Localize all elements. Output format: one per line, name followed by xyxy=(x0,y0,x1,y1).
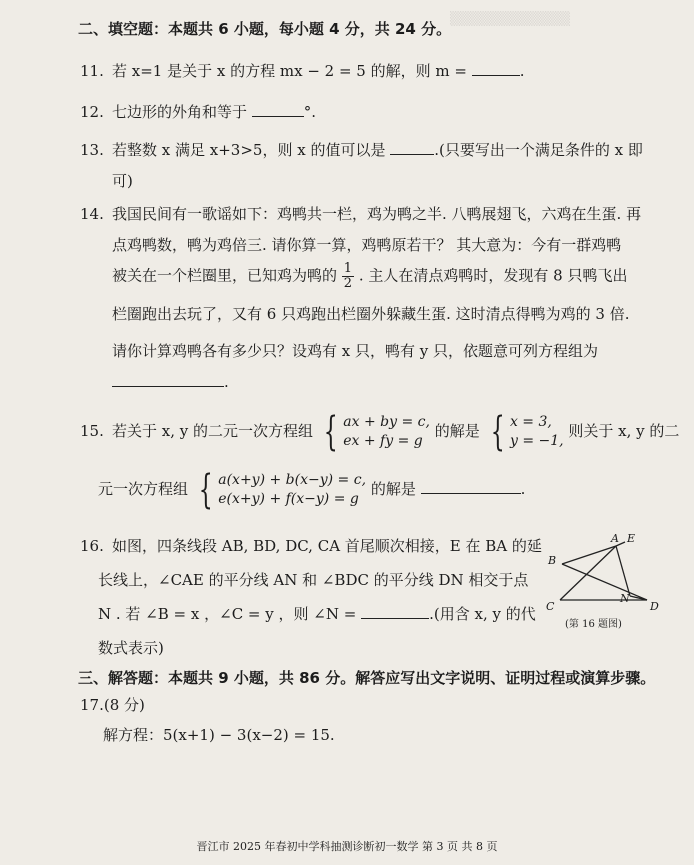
q17-task: 解方程：5(x+1) − 3(x−2) = 15. xyxy=(103,726,335,744)
question-14-line-3 xyxy=(112,262,627,291)
equation-system-1 xyxy=(318,409,430,455)
fraction-denominator: 2 xyxy=(343,276,353,291)
sys2-eq1: x = 3, xyxy=(509,414,552,430)
point-label-C: C xyxy=(546,600,555,613)
q15-answer-blank[interactable] xyxy=(421,479,521,494)
q17-score: (8 分) xyxy=(103,696,145,714)
one-half-fraction xyxy=(342,262,354,291)
q14-answer-blank[interactable] xyxy=(112,372,224,387)
solution-system xyxy=(485,409,564,455)
q16-text-2: 长线上，∠CAE 的平分线 AN 和 ∠BDC 的平分线 DN 相交于点 xyxy=(98,571,529,589)
q13-tail: .(只要写出一个满足条件的 x 即 xyxy=(434,141,643,159)
q16-text-3b: .(用含 x, y 的代 xyxy=(429,605,536,623)
left-brace-icon: { xyxy=(198,467,213,513)
q16-number: 16. xyxy=(80,537,104,555)
section-2-header: 二、填空题：本题共 6 小题，每小题 4 分，共 24 分。 xyxy=(78,20,452,38)
question-17-header xyxy=(80,694,145,715)
q13-tail-2: 可) xyxy=(112,172,133,190)
point-label-N: N xyxy=(620,592,630,605)
sys1-eq1: ax + by = c, xyxy=(343,414,430,430)
q14-text-4: 栏圈跑出去玩了，又有 6 只鸡跑出栏圈外躲藏生蛋. 这时清点得鸭为鸡的 3 倍. xyxy=(112,305,630,323)
q14-text-3a: 被关在一个栏圈里，已知鸡为鸭的 xyxy=(112,266,338,285)
q16-answer-blank[interactable] xyxy=(361,604,429,619)
point-label-E: E xyxy=(627,532,636,545)
q12-text: 七边形的外角和等于 xyxy=(112,103,248,121)
q16-text-3a: N . 若 ∠B = x ，∠C = y ，则 ∠N = xyxy=(98,605,357,623)
sys3-eq2: e(x+y) + f(x−y) = g xyxy=(218,491,359,507)
question-16-line-3 xyxy=(98,603,536,624)
q15-end: . xyxy=(520,480,526,498)
q15-text-e: 的解是 xyxy=(370,480,416,498)
q13-number: 13. xyxy=(80,141,104,159)
q11-answer-blank[interactable] xyxy=(472,61,520,76)
sys1-eq2: ex + fy = g xyxy=(343,433,423,449)
q12-number: 12. xyxy=(80,103,104,121)
sys2-eq2: y = −1, xyxy=(509,433,564,449)
segment-CA xyxy=(560,546,616,600)
segment-AB xyxy=(562,546,616,564)
left-brace-icon: { xyxy=(323,409,338,455)
section-3-header: 三、解答题：本题共 9 小题，共 86 分。解答应写出文字说明、证明过程或演算步骤。 xyxy=(78,669,656,687)
point-label-B: B xyxy=(548,554,557,567)
question-15-line-1 xyxy=(80,409,680,455)
left-brace-icon: { xyxy=(490,409,505,455)
q12-end: °. xyxy=(303,103,317,121)
question-13 xyxy=(80,139,643,160)
q14-text-2: 点鸡鸭数，鸭为鸡倍三. 请你算一算，鸡鸭原若干？ 其大意为：今有一群鸡鸭 xyxy=(112,236,622,254)
q14-text-5: 请你计算鸡鸭各有多少只？设鸡有 x 只，鸭有 y 只，依题意可列方程组为 xyxy=(112,342,599,360)
figure-caption: (第 16 题图) xyxy=(565,619,622,630)
question-14-answer xyxy=(112,372,229,391)
bleed-through-text: ▒▒▒▒▒▒▒▒▒▒▒▒ xyxy=(450,12,570,27)
page-footer: 晋江市 2025 年春初中学科抽测诊断初一数学 第 3 页 共 8 页 xyxy=(196,840,498,853)
question-12 xyxy=(80,101,316,122)
question-11 xyxy=(80,60,525,81)
q12-answer-blank[interactable] xyxy=(252,102,304,117)
q17-number: 17. xyxy=(80,696,104,714)
q16-figure xyxy=(540,530,665,615)
q11-number: 11. xyxy=(80,62,104,80)
question-14-line-1 xyxy=(80,203,641,224)
bisector-AN xyxy=(616,546,630,596)
q11-end: . xyxy=(519,62,525,80)
q16-text-4: 数式表示) xyxy=(98,639,164,657)
fraction-numerator: 1 xyxy=(343,261,353,276)
q14-end: . xyxy=(224,373,229,391)
segment-BD xyxy=(562,564,647,600)
q15-text-b: 的解是 xyxy=(434,422,480,440)
q15-text-c: 则关于 x, y 的二 xyxy=(568,422,680,440)
question-16-line-1 xyxy=(80,535,542,556)
q15-text-a: 若关于 x, y 的二元一次方程组 xyxy=(112,422,314,440)
q14-number: 14. xyxy=(80,205,104,223)
equation-system-2 xyxy=(193,467,367,513)
question-15-line-2 xyxy=(98,467,526,513)
q15-text-d: 元一次方程组 xyxy=(98,480,189,498)
q14-text-1: 我国民间有一歌谣如下：鸡鸭共一栏，鸡为鸭之半. 八鸭展翅飞，六鸡在生蛋. 再 xyxy=(112,205,642,223)
q14-text-3b: . 主人在清点鸡鸭时，发现有 8 只鸭飞出 xyxy=(358,266,628,285)
sys3-eq1: a(x+y) + b(x−y) = c, xyxy=(218,472,367,488)
q16-text-1: 如图，四条线段 AB, BD, DC, CA 首尾顺次相接，E 在 BA 的延 xyxy=(112,537,542,555)
q13-answer-blank[interactable] xyxy=(390,140,434,155)
point-label-D: D xyxy=(650,600,659,613)
q15-number: 15. xyxy=(80,422,104,440)
point-label-A: A xyxy=(611,532,619,545)
q11-text: 若 x=1 是关于 x 的方程 mx − 2 = 5 的解，则 m = xyxy=(112,62,467,80)
q13-text: 若整数 x 满足 x+3>5，则 x 的值可以是 xyxy=(112,141,386,159)
